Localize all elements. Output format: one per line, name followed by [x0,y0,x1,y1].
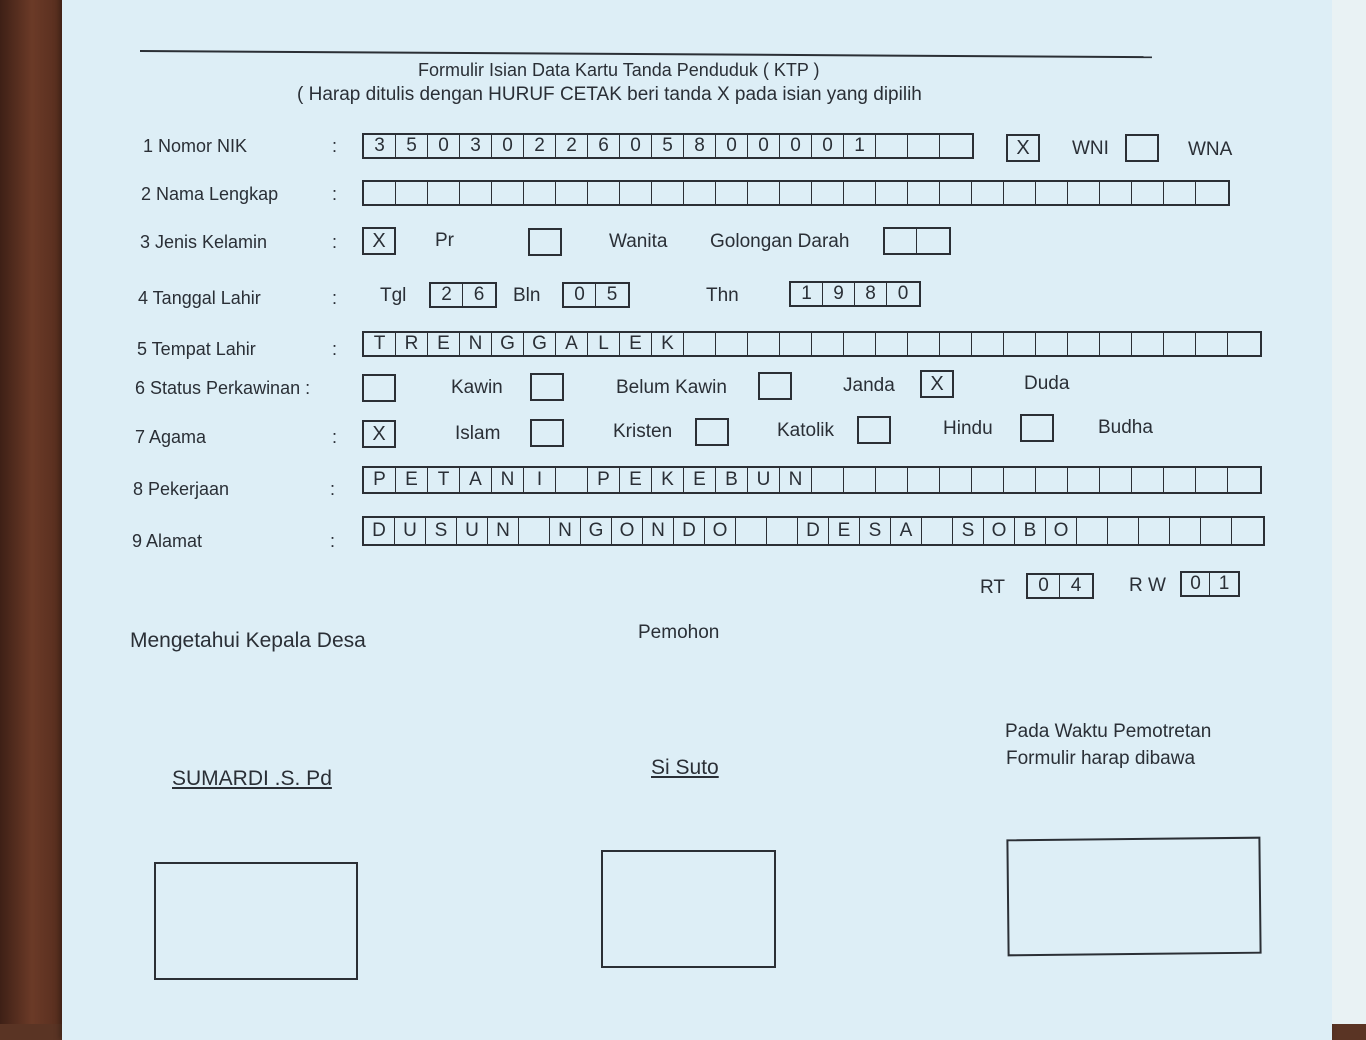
char-cell [1077,518,1108,544]
char-cell: 5 [606,284,618,305]
char-cell: 0 [1028,575,1060,597]
char-cell [1100,333,1132,355]
duda-label: Duda [1024,373,1070,394]
char-cell: E [620,468,652,492]
char-cell: N [460,333,492,355]
islam-checkbox[interactable]: X [362,420,396,448]
char-cell [736,518,767,544]
char-cell: 0 [492,135,524,157]
alamat-label: 9 Alamat [132,531,203,551]
char-cell: O [612,518,643,544]
char-cell: A [460,468,492,492]
char-cell [1132,333,1164,355]
char-cell: 5 [652,135,684,157]
char-cell: 0 [780,135,812,157]
char-cell [684,333,716,355]
colon: : [332,288,338,308]
char-cell [812,468,844,492]
char-cell [1036,468,1068,492]
char-cell: B [1015,518,1046,544]
char-cell [1164,333,1196,355]
char-cell [940,182,972,204]
char-cell: 0 [1182,573,1210,595]
char-cell: 2 [556,135,588,157]
colon: : [332,232,338,252]
wanita-checkbox[interactable] [528,228,562,256]
char-cell: P [588,468,620,492]
char-cell: 0 [716,135,748,157]
char-cell: U [748,468,780,492]
char-cell: U [395,518,426,544]
kepala-desa-label: Mengetahui Kepala Desa [130,629,366,652]
char-cell [780,182,812,204]
pekerjaan-label: 8 Pekerjaan [133,479,230,499]
char-cell [940,135,972,157]
char-cell: O [1046,518,1077,544]
bln-label: Bln [513,285,541,306]
char-cell [1164,182,1196,204]
char-cell [908,468,940,492]
char-cell [812,182,844,204]
char-cell [1228,333,1260,355]
char-cell [972,333,1004,355]
char-cell [684,182,716,204]
colon: : [332,427,338,447]
char-cell: U [457,518,488,544]
tempat-lahir-field[interactable] [362,331,1262,357]
char-cell: D [674,518,705,544]
golongan-darah-field[interactable] [883,227,951,255]
char-cell: O [705,518,736,544]
char-cell: 1 [1218,573,1230,594]
char-cell [940,333,972,355]
char-cell [396,182,428,204]
katolik-checkbox[interactable] [695,418,729,446]
char-cell: 1 [791,283,823,305]
char-cell: E [829,518,860,544]
char-cell [972,182,1004,204]
char-cell [1036,182,1068,204]
char-cell: P [364,468,396,492]
pemohon-label: Pemohon [638,622,720,643]
char-cell [922,518,953,544]
char-cell [844,333,876,355]
char-cell [1004,468,1036,492]
char-cell [1228,468,1260,492]
janda-label: Janda [843,375,895,396]
char-cell [767,518,798,544]
char-cell [1132,468,1164,492]
char-cell: E [396,468,428,492]
char-cell: N [488,518,519,544]
char-cell [1232,518,1263,544]
char-cell [1139,518,1170,544]
char-cell [1100,182,1132,204]
char-cell [1004,333,1036,355]
photo-box-pemohon [601,850,776,968]
char-cell [556,182,588,204]
hindu-checkbox[interactable] [857,416,891,444]
rt-field[interactable] [1026,573,1094,599]
char-cell [876,182,908,204]
char-cell [876,468,908,492]
kepala-desa-name: SUMARDI .S. Pd [172,767,332,790]
jenis-kelamin-label: 3 Jenis Kelamin [140,232,268,252]
char-cell [748,333,780,355]
tempat-lahir-label: 5 Tempat Lahir [137,339,256,359]
katolik-label: Katolik [777,420,835,441]
char-cell [844,468,876,492]
char-cell: 5 [396,135,428,157]
duda-checkbox[interactable]: X [920,370,954,398]
char-cell [748,182,780,204]
wna-checkbox[interactable] [1125,134,1159,162]
char-cell [1108,518,1139,544]
char-cell [1196,182,1228,204]
char-cell: 2 [524,135,556,157]
colon: : [332,136,338,156]
char-cell [460,182,492,204]
tgl-label: Tgl [380,285,407,306]
status-label: 6 Status Perkawinan : [135,378,311,398]
char-cell: D [798,518,829,544]
char-cell: N [492,468,524,492]
wni-checkbox[interactable]: X [1006,134,1040,162]
char-cell: N [550,518,581,544]
rw-field[interactable] [1180,571,1240,597]
rt-label: RT [980,577,1005,598]
islam-label: Islam [455,423,501,444]
wanita-label: Wanita [609,231,668,252]
char-cell: 2 [431,284,463,306]
colon: : [330,531,336,551]
char-cell: G [524,333,556,355]
char-cell: 0 [428,135,460,157]
char-cell: B [716,468,748,492]
char-cell [524,182,556,204]
nik-label: 1 Nomor NIK [143,136,248,156]
char-cell [917,229,949,253]
belum-kawin-checkbox[interactable] [530,373,564,401]
char-cell [716,333,748,355]
char-cell: T [428,468,460,492]
char-cell: 1 [844,135,876,157]
kristen-checkbox[interactable] [530,419,564,447]
char-cell [1068,182,1100,204]
kawin-checkbox[interactable] [362,374,396,402]
char-cell [652,182,684,204]
colon: : [330,479,336,499]
char-cell [908,182,940,204]
budha-label: Budha [1098,417,1153,438]
paper-edge [1332,0,1366,1024]
char-cell: 8 [684,135,716,157]
char-cell: G [492,333,524,355]
tgl-field[interactable] [429,282,497,308]
belum-kawin-label: Belum Kawin [616,377,727,398]
char-cell [1132,182,1164,204]
char-cell [844,182,876,204]
char-cell: 6 [473,284,485,305]
janda-checkbox[interactable] [758,372,792,400]
budha-checkbox[interactable] [1020,414,1054,442]
alamat-field[interactable] [362,516,1265,546]
rw-label: R W [1129,575,1166,596]
form-subtitle: ( Harap ditulis dengan HURUF CETAK beri tanda X pada isian yang dipilih [297,84,922,105]
char-cell [1170,518,1201,544]
char-cell: 3 [364,135,396,157]
char-cell: K [652,468,684,492]
char-cell: 9 [823,283,855,305]
char-cell [1196,333,1228,355]
char-cell [908,135,940,157]
thn-label: Thn [706,285,739,306]
agama-label: 7 Agama [135,427,207,447]
nik-field[interactable] [362,133,974,159]
thn-field[interactable] [789,281,921,307]
char-cell: D [364,518,395,544]
pemohon-name: Si Suto [651,756,719,779]
note-line-1: Pada Waktu Pemotretan [1005,721,1212,742]
char-cell: 0 [897,283,909,304]
char-cell: L [588,333,620,355]
char-cell [519,518,550,544]
char-cell: E [620,333,652,355]
char-cell [556,468,588,492]
char-cell: 0 [620,135,652,157]
char-cell: R [396,333,428,355]
char-cell: N [643,518,674,544]
char-cell: A [556,333,588,355]
kristen-label: Kristen [613,421,673,442]
char-cell [812,333,844,355]
bln-field[interactable] [562,282,630,308]
char-cell: K [652,333,684,355]
char-cell [885,229,917,253]
char-cell [908,333,940,355]
char-cell: O [984,518,1015,544]
char-cell: S [426,518,457,544]
char-cell [716,182,748,204]
char-cell [1196,468,1228,492]
char-cell [588,182,620,204]
char-cell [940,468,972,492]
char-cell: 4 [1070,575,1082,596]
pekerjaan-field[interactable] [362,466,1262,494]
char-cell: S [953,518,984,544]
pr-checkbox[interactable]: X [362,227,396,255]
char-cell [876,333,908,355]
char-cell [492,182,524,204]
char-cell [364,182,396,204]
char-cell [1068,468,1100,492]
char-cell: T [364,333,396,355]
form-title: Formulir Isian Data Kartu Tanda Penduduk ( KTP ) [418,60,820,80]
char-cell: I [524,468,556,492]
char-cell: 0 [564,284,596,306]
char-cell [1068,333,1100,355]
char-cell [1004,182,1036,204]
char-cell [972,468,1004,492]
nama-field[interactable] [362,180,1230,206]
char-cell: 6 [588,135,620,157]
char-cell [1164,468,1196,492]
tanggal-lahir-label: 4 Tanggal Lahir [138,288,261,308]
colon: : [332,184,338,204]
hindu-label: Hindu [943,418,993,439]
wna-label: WNA [1188,139,1233,160]
photo-box-note [1006,837,1261,957]
char-cell: S [860,518,891,544]
char-cell [428,182,460,204]
char-cell: 0 [748,135,780,157]
char-cell [780,333,812,355]
char-cell [1201,518,1232,544]
pr-label: Pr [435,230,454,251]
photo-box-kepala-desa [154,862,358,980]
nama-label: 2 Nama Lengkap [141,184,279,204]
char-cell: 3 [460,135,492,157]
note-line-2: Formulir harap dibawa [1006,748,1196,769]
colon: : [332,339,338,359]
wni-label: WNI [1072,138,1109,159]
char-cell: E [684,468,716,492]
char-cell: 0 [812,135,844,157]
kawin-label: Kawin [451,377,503,398]
char-cell [876,135,908,157]
char-cell [620,182,652,204]
golongan-darah-label: Golongan Darah [710,231,850,252]
char-cell [1100,468,1132,492]
char-cell: E [428,333,460,355]
char-cell: 8 [855,283,887,305]
char-cell: G [581,518,612,544]
char-cell: A [891,518,922,544]
char-cell: N [780,468,812,492]
char-cell [1036,333,1068,355]
